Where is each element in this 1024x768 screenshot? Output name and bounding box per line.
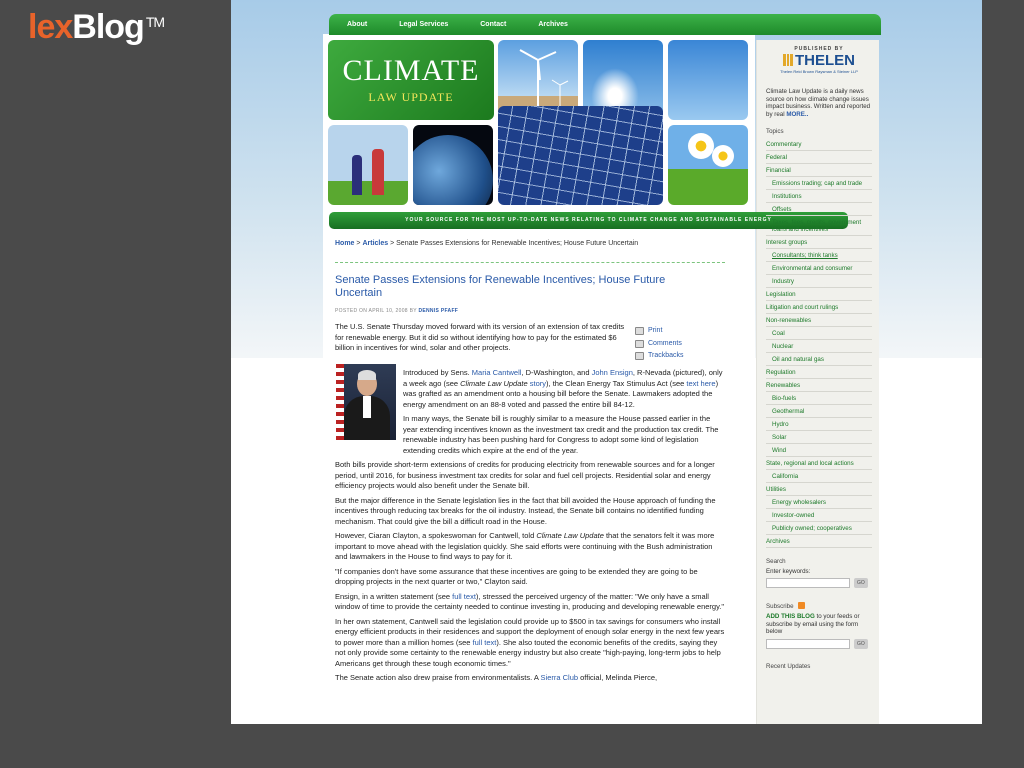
topic-link[interactable]: California (766, 470, 872, 483)
earth-image (413, 125, 493, 205)
article-paragraph (403, 368, 725, 410)
search-input[interactable] (766, 578, 850, 588)
text: , R-Nevada (pictured), only a week ago (see (403, 368, 723, 388)
subscribe-go-button[interactable]: GO (854, 639, 868, 649)
topic-link[interactable]: Bio-fuels (766, 392, 872, 405)
full-text-link[interactable]: full text (472, 637, 497, 647)
subscribe-label: Subscribe (766, 603, 794, 610)
top-nav (329, 14, 881, 35)
text: Ensign, in a written statement (see (335, 591, 453, 601)
breadcrumb-separator: > (390, 240, 395, 247)
sidebar (766, 46, 872, 673)
nav-about[interactable]: About (347, 21, 368, 28)
topics-heading: Topics (766, 128, 784, 135)
print-link[interactable]: Print (648, 327, 663, 334)
comments-link[interactable]: Comments (648, 339, 682, 347)
topic-link[interactable]: Industry (766, 275, 872, 288)
publication-name: Climate Law Update (460, 378, 528, 388)
trackbacks-tool[interactable] (635, 350, 684, 363)
topic-link[interactable]: Litigation and court rulings (766, 301, 872, 314)
topic-link[interactable]: Regulation (766, 366, 872, 379)
topic-link[interactable]: Geothermal (766, 405, 872, 418)
topic-link[interactable]: Nuclear (766, 340, 872, 353)
daisy-icon (712, 145, 734, 167)
nav-contact[interactable]: Contact (480, 21, 507, 28)
publisher-name: THELEN (795, 52, 855, 69)
lexblog-logo (28, 8, 164, 47)
nav-archives[interactable]: Archives (538, 21, 568, 28)
publisher-subtitle: Thelen Reid Brown Raysman & Steiner LLP (780, 69, 858, 74)
topic-link[interactable]: Solar (766, 431, 872, 444)
author-link[interactable]: DENNIS PFAFF (418, 308, 459, 314)
more-link[interactable]: MORE.. (786, 110, 809, 118)
trackback-icon (635, 352, 644, 360)
post-date: POSTED ON APRIL 10, 2008 BY (335, 308, 417, 314)
text: that the senators felt it was more important to move ahead with the legislation quickly. She said efforts were continuing with the Bush administration and lawmakers in the House to find ways to pay for it. (335, 531, 715, 561)
text: In her own statement, Cantwell said the legislation could provide up to $500 in tax savings for consumers who install energy efficient products in their residences and support the deployment of enough solar energy in the next few years to power more than a million homes (see (335, 616, 725, 647)
topic-link[interactable]: Consultants; think tanks (766, 249, 872, 262)
text: ), stressed the perceived urgency of the matter: "We only have a small window of time to provide the certainty needed to continue investing in, producing and developing renewable energy." (335, 591, 725, 611)
text: , D-Washington, and (521, 368, 592, 377)
email-input[interactable] (766, 639, 850, 649)
site-title: CLIMATE (342, 54, 480, 87)
article-tools (635, 325, 684, 363)
topic-link[interactable]: Wind (766, 444, 872, 457)
site-title-tile[interactable] (328, 40, 494, 120)
nav-legal-services[interactable]: Legal Services (399, 21, 449, 28)
topic-link[interactable]: Oil and natural gas (766, 353, 872, 366)
article-paragraph (335, 592, 725, 613)
subscribe-text (766, 613, 872, 636)
topic-link[interactable]: Renewables (766, 379, 872, 392)
published-by-label: PUBLISHED BY (794, 46, 844, 52)
search-go-button[interactable]: GO (854, 578, 868, 588)
ensign-link[interactable]: John Ensign (591, 368, 633, 377)
publication-name: Climate Law Update (536, 531, 604, 540)
earth-globe (413, 135, 493, 205)
topic-link[interactable]: Institutions (766, 190, 872, 203)
child-figure (352, 155, 362, 195)
topic-link[interactable]: State, regional and local actions (766, 457, 872, 470)
topic-link[interactable]: Environmental and consumer (766, 262, 872, 275)
text: ), the Clean Energy Tax Stimulus Act (see (546, 378, 687, 388)
article-paragraph: Both bills provide short-term extensions of credits for producing electricity from renewable sources and for a longer period, until 2016, for business investment tax credits for solar and fuel cell projects. Residential solar and energy efficiency projects would also benefit under the Senate bill. (335, 460, 715, 490)
article-paragraph: "If companies don't have some assurance that these incentives are going to be extended they are going to be dropping projects in the next quarter or two," Clayton said. (335, 566, 698, 586)
description-text: Climate Law Update is a daily news source on how climate change issues impact business. Written and reported by real (766, 88, 871, 118)
text: The Senate action also drew praise from environmentalists. A (335, 673, 541, 682)
topic-link[interactable]: Interest groups (766, 236, 872, 249)
text: In many ways, the Senate bill is roughly similar to a measure the House passed earlier in the year extending incentives known as the investment tax credit and the production tax credit. The renewable industry has been pushing hard for Congress to adopt some kind of legislation extending credits which expire at the end of the year. (403, 414, 719, 455)
publisher-logo (766, 52, 872, 69)
search-heading: Search (766, 558, 786, 565)
comments-tool[interactable] (635, 338, 684, 351)
topic-link[interactable]: Emissions trading; cap and trade (766, 177, 872, 190)
topic-link[interactable]: Publicly owned; cooperatives (766, 522, 872, 535)
text: However, Ciaran Clayton, a spokeswoman for Cantwell, told (335, 531, 537, 540)
add-blog-link[interactable]: ADD THIS BLOG (766, 613, 815, 620)
tagline-bar: YOUR SOURCE FOR THE MOST UP-TO-DATE NEWS RELATING TO CLIMATE CHANGE AND SUSTAINABLE ENERGY (329, 212, 848, 229)
topic-link[interactable]: Energy wholesalers (766, 496, 872, 509)
topic-link[interactable]: Coal (766, 327, 872, 340)
topic-link[interactable]: Utilities (766, 483, 872, 496)
trackbacks-link[interactable]: Trackbacks (648, 352, 684, 359)
post-meta (335, 308, 458, 314)
topics-list (766, 138, 872, 548)
article-lead: The U.S. Senate Thursday moved forward with its version of an extension of tax credits for renewable energy. But it did so without identifying how to pay for the estimated $6 billion in incentives for wind, solar and other projects. (335, 322, 625, 352)
solar-grid (498, 106, 663, 205)
header-banner (328, 40, 749, 206)
topic-link[interactable]: Commentary (766, 138, 872, 151)
logo-blog: Blog (72, 8, 144, 46)
logo-trademark: TM (145, 14, 165, 30)
children-field-image (328, 125, 408, 205)
divider (335, 262, 725, 263)
child-figure (372, 149, 384, 195)
daisies-image (668, 125, 748, 205)
article-paragraph (335, 414, 725, 456)
breadcrumb-home[interactable]: Home (335, 240, 355, 247)
topic-link[interactable]: Taxes, fees, credits, government loans and incentives (766, 216, 872, 236)
search-form (766, 578, 872, 588)
topic-link[interactable]: Legislation (766, 288, 872, 301)
subscribe-description: to your feeds or subscribe by email using the form below (766, 613, 860, 635)
site-subtitle: LAW UPDATE (368, 90, 454, 104)
text: Introduced by Sens. (403, 368, 472, 377)
blog-description (766, 88, 872, 118)
topic-link[interactable]: Non-renewables (766, 314, 872, 327)
rss-icon[interactable] (798, 602, 805, 609)
cantwell-link[interactable]: Maria Cantwell (471, 368, 522, 377)
logo-lex: lex (28, 8, 73, 46)
daisy-icon (688, 133, 714, 159)
topic-link[interactable]: Financial (766, 164, 872, 177)
subscribe-form (766, 639, 872, 649)
topic-link[interactable]: Offsets (766, 203, 872, 216)
print-tool[interactable] (635, 325, 684, 338)
article-paragraph (335, 673, 725, 684)
breadcrumb-separator: > (356, 240, 361, 247)
text: official, Melinda Pierce, (578, 673, 658, 682)
topic-link[interactable]: Hydro (766, 418, 872, 431)
thelen-mark-icon (783, 54, 793, 66)
story-link[interactable]: story (529, 378, 547, 388)
solar-panels-image (498, 106, 663, 205)
full-text-link[interactable]: full text (452, 591, 476, 601)
article-paragraph: But the major difference in the Senate legislation lies in the fact that bill avoided the House approach of funding the incentives through reducing tax breaks for the oil industry. Instead, the Senate bill contains no identified funding mechanism. That could give the bill a difficult road in the House. (335, 495, 716, 526)
text-here-link[interactable]: text here (686, 378, 716, 388)
breadcrumb-current: Senate Passes Extensions for Renewable Incentives; House Future Uncertain (396, 240, 639, 247)
topic-link[interactable]: Federal (766, 151, 872, 164)
breadcrumb-articles[interactable]: Articles (362, 240, 389, 247)
article-paragraph (335, 531, 725, 563)
comment-icon (635, 340, 644, 348)
topic-link[interactable]: Investor-owned (766, 509, 872, 522)
print-icon (635, 327, 644, 335)
topic-link[interactable]: Archives (766, 535, 872, 548)
publisher-block[interactable] (766, 46, 872, 74)
article-paragraph (335, 617, 725, 670)
recent-updates-heading: Recent Updates (766, 662, 811, 670)
subscribe-heading (766, 602, 872, 610)
sierra-club-link[interactable]: Sierra Club (540, 673, 579, 682)
breadcrumb (335, 240, 638, 247)
text: ). She also touted the economic benefits of the credits, saying they not only provide some certainty to the renewable energy industry but also create "high-paying, long-term jobs to help Americans get through these tough economic times." (335, 637, 721, 668)
search-label: Enter keywords: (766, 568, 811, 575)
article-title[interactable]: Senate Passes Extensions for Renewable Incentives; House Future Uncertain (335, 274, 666, 299)
website-screenshot (231, 0, 982, 724)
text: ) was grafted as an amendment onto a housing bill before the Senate. Lawmakers adopted the energy amendment on an 88-8 voted and passed the entire bill 84-12. (403, 378, 719, 409)
blue-sky-image (668, 40, 748, 120)
article-body (335, 368, 725, 688)
